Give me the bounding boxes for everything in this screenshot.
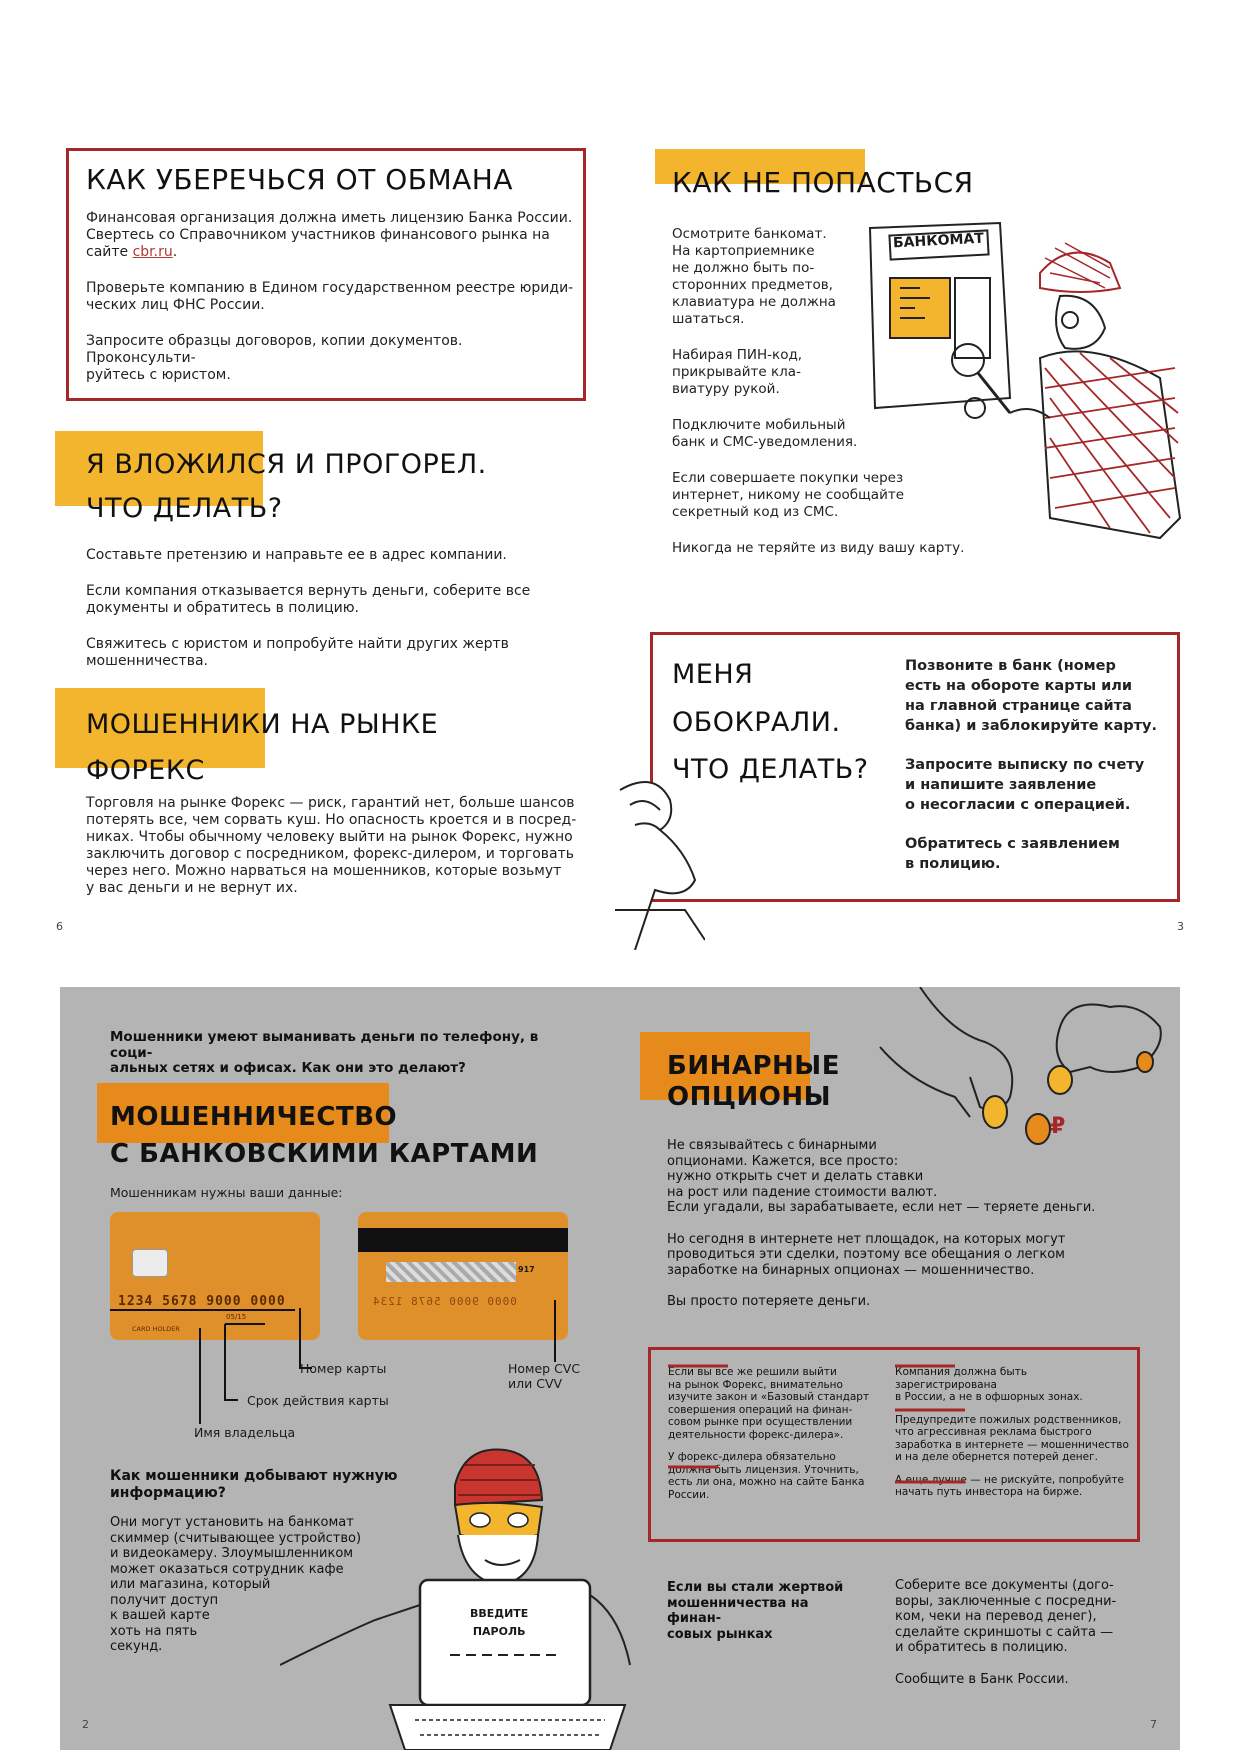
laptop-prompt: ВВЕДИТЕ ПАРОЛЬ <box>470 1607 529 1638</box>
forex-tip-5: А еще лучше — не рискуйте, попробуйте начать путь инвестора на бирже. <box>895 1473 1124 1498</box>
label-cvc: Номер CVC или CVV <box>508 1361 581 1391</box>
info-answer: Они могут установить на банкомат скиммер (считывающее устройство) и видеокамеру. Злоумышленником может оказаться сотрудник кафе или магазина, который получит доступ к вашей карте хоть на пять секунд. <box>110 1515 362 1654</box>
binary-title-line1: БИНАРНЫЕ <box>667 1051 840 1081</box>
atm-label: БАНКОМАТ <box>892 230 985 252</box>
hacker-illustration <box>280 1445 640 1750</box>
card-back-number: 0000 9000 5678 1234 <box>372 1295 517 1308</box>
page-number: 3 <box>1177 920 1184 933</box>
warning-paragraph-1 <box>86 210 576 261</box>
robbed-step-2: Запросите выписку по счету и напишите заявление о несогласии с операцией. <box>905 757 1145 813</box>
forex-paragraph: Торговля на рынке Форекс — риск, гарантий нет, больше шансов потерять все, чем сорвать куш. Но опасность кроется и в посред- никах. Чтобы обычному человеку выйти на рынок Форекс, нужно заключить договор с посредником, форекс-дилером, и торговать через него. Можно нарваться на мошенников, которые возьмут у вас деньги и не вернут их. <box>86 795 577 897</box>
warning-box-content <box>86 165 576 403</box>
info-question: Как мошенники добывают нужную информацию? <box>110 1468 398 1501</box>
card-fraud-title-line2: С БАНКОВСКИМИ КАРТАМИ <box>110 1138 539 1169</box>
signature-strip <box>386 1262 516 1282</box>
forex-title-line2: ФОРЕКС <box>86 754 205 786</box>
ruble-sign: ₽ <box>1050 1114 1066 1139</box>
burned-title-line2: ЧТО ДЕЛАТЬ? <box>86 492 283 524</box>
binary-options-title <box>667 1052 840 1111</box>
card-fraud-title-line1: МОШЕННИЧЕСТВО <box>110 1102 398 1132</box>
safety-tip-3: Подключите мобильный банк и СМС-уведомления. <box>672 417 858 450</box>
card-number: 1234 5678 9000 0000 <box>118 1294 286 1309</box>
warning-paragraph-2: Проверьте компанию в Едином государственном реестре юриди- ческих лиц ФНС России. <box>86 279 574 313</box>
burned-section <box>86 450 586 689</box>
forex-section <box>86 710 586 916</box>
binary-paragraph-2: Но сегодня в интернете нет площадок, на которых могут проводиться эти сделки, поэтому все обещания о легком заработке на бинарных опционах — мошенничество. <box>667 1231 1066 1278</box>
safety-tip-4: Если совершаете покупки через интернет, никому не сообщайте секретный код из СМС. <box>672 470 905 520</box>
burned-paragraph-3: Свяжитесь с юристом и попробуйте найти других жертв мошенничества. <box>86 636 509 670</box>
robbed-title-line1: МЕНЯ <box>672 659 754 690</box>
victim-action-2: Сообщите в Банк России. <box>895 1671 1069 1687</box>
label-card-expiry: Срок действия карты <box>247 1393 389 1408</box>
forex-tip-4: Предупредите пожилых родственников, что агрессивная реклама быстрого заработка в интернете — мошенничество и на деле обернется потерей денег. <box>895 1413 1129 1463</box>
robbed-step-3: Обратитесь с заявлением в полицию. <box>905 836 1120 872</box>
forex-tip-3: Компания должна быть зарегистрирована в России, а не в офшорных зонах. <box>895 1366 1083 1403</box>
robbed-title-line3: ЧТО ДЕЛАТЬ? <box>672 754 869 786</box>
burned-title-line1: Я ВЛОЖИЛСЯ И ПРОГОРЕЛ. <box>86 449 487 480</box>
chip-icon <box>132 1249 168 1277</box>
red-tip-dashes <box>668 1364 1138 1524</box>
binary-title-line2: ОПЦИОНЫ <box>667 1081 832 1112</box>
victim-action-1: Соберите все документы (дого- воры, заключенные с посредни- ком, чеки на перевод денег), сделайте скриншоты с сайта — и обратитесь в полицию. <box>895 1578 1117 1655</box>
label-card-number: Номер карты <box>300 1361 387 1376</box>
magnetic-stripe <box>358 1228 568 1252</box>
victim-heading: Если вы стали жертвой мошенничества на финан- совых рынках <box>667 1580 844 1642</box>
safety-title: КАК НЕ ПОПАСТЬСЯ <box>672 166 974 199</box>
hand-holding-sign-illustration <box>615 770 705 950</box>
burned-paragraph-2: Если компания отказывается вернуть деньги, соберите все документы и обратитесь в полицию. <box>86 583 531 617</box>
card-fraud-subtitle: Мошенникам нужны ваши данные: <box>110 1185 343 1200</box>
page-number: 2 <box>82 1718 89 1731</box>
robbed-step-1: Позвоните в банк (номер есть на обороте карты или на главной странице сайта банка) и заблокируйте карту. <box>905 658 1158 734</box>
card-expiry: 05/15 <box>226 1313 247 1321</box>
burned-paragraph-1: Составьте претензию и направьте ее в адрес компании. <box>86 547 507 564</box>
fraud-intro: Мошенники умеют выманивать деньги по телефону, в соци- альных сетях и офисах. Как они это делают? <box>110 1029 539 1076</box>
card-holder: CARD HOLDER <box>132 1325 180 1333</box>
safety-tip-5: Никогда не теряйте из виду вашу карту. <box>672 540 965 556</box>
card-back-code: 917 <box>518 1265 535 1274</box>
victim-actions <box>895 1578 1155 1703</box>
atm-detective-illustration <box>860 218 1190 593</box>
robbed-title <box>672 660 869 785</box>
hands-coins-illustration <box>870 987 1180 1177</box>
card-fraud-title <box>110 1103 538 1168</box>
warning-paragraph-3: Запросите образцы договоров, копии документов. Проконсульти- руйтесь с юристом. <box>86 332 463 383</box>
warning-title: КАК УБЕРЕЧЬСЯ ОТ ОБМАНА <box>86 163 513 196</box>
binary-paragraph-1: Не связывайтесь с бинарными опционами. Кажется, все просто: нужно открыть счет и делать ставки на рост или падение стоимости валют. Если угадали, вы зарабатываете, если нет — теряете деньги. <box>667 1138 1096 1215</box>
warning-p1-text: Финансовая организация должна иметь лицензию Банка России. Свертесь со Справочником участников финансового рынка на сайте <box>86 209 573 260</box>
binary-paragraph-3: Вы просто потеряете деньги. <box>667 1294 871 1309</box>
robbed-steps <box>905 656 1165 893</box>
safety-tip-1: Осмотрите банкомат. На картоприемнике не должно быть по- сторонних предметов, клавиатура не должна шататься. <box>672 226 836 327</box>
cbr-link[interactable]: cbr.ru <box>132 243 173 260</box>
page-number: 6 <box>56 920 63 933</box>
forex-title-line1: МОШЕННИКИ НА РЫНКЕ <box>86 709 439 740</box>
forex-tip-1: Если вы все же решили выйти на рынок Форекс, внимательно изучите закон и «Базовый стандарт совершения операций на финан- совом рынке при осуществлении деятельности форекс-дилера». <box>668 1366 870 1441</box>
page-number: 7 <box>1150 1718 1157 1731</box>
warning-p1-end: . <box>172 243 178 260</box>
robbed-title-line2: ОБОКРАЛИ. <box>672 706 841 738</box>
forex-tip-2: У форекс-дилера обязательно должна быть лицензия. Уточнить, есть ли она, можно на сайте Банка России. <box>668 1451 865 1501</box>
safety-tip-2: Набирая ПИН-код, прикрывайте кла- виатуру рукой. <box>672 347 803 397</box>
label-card-holder: Имя владельца <box>194 1425 296 1440</box>
